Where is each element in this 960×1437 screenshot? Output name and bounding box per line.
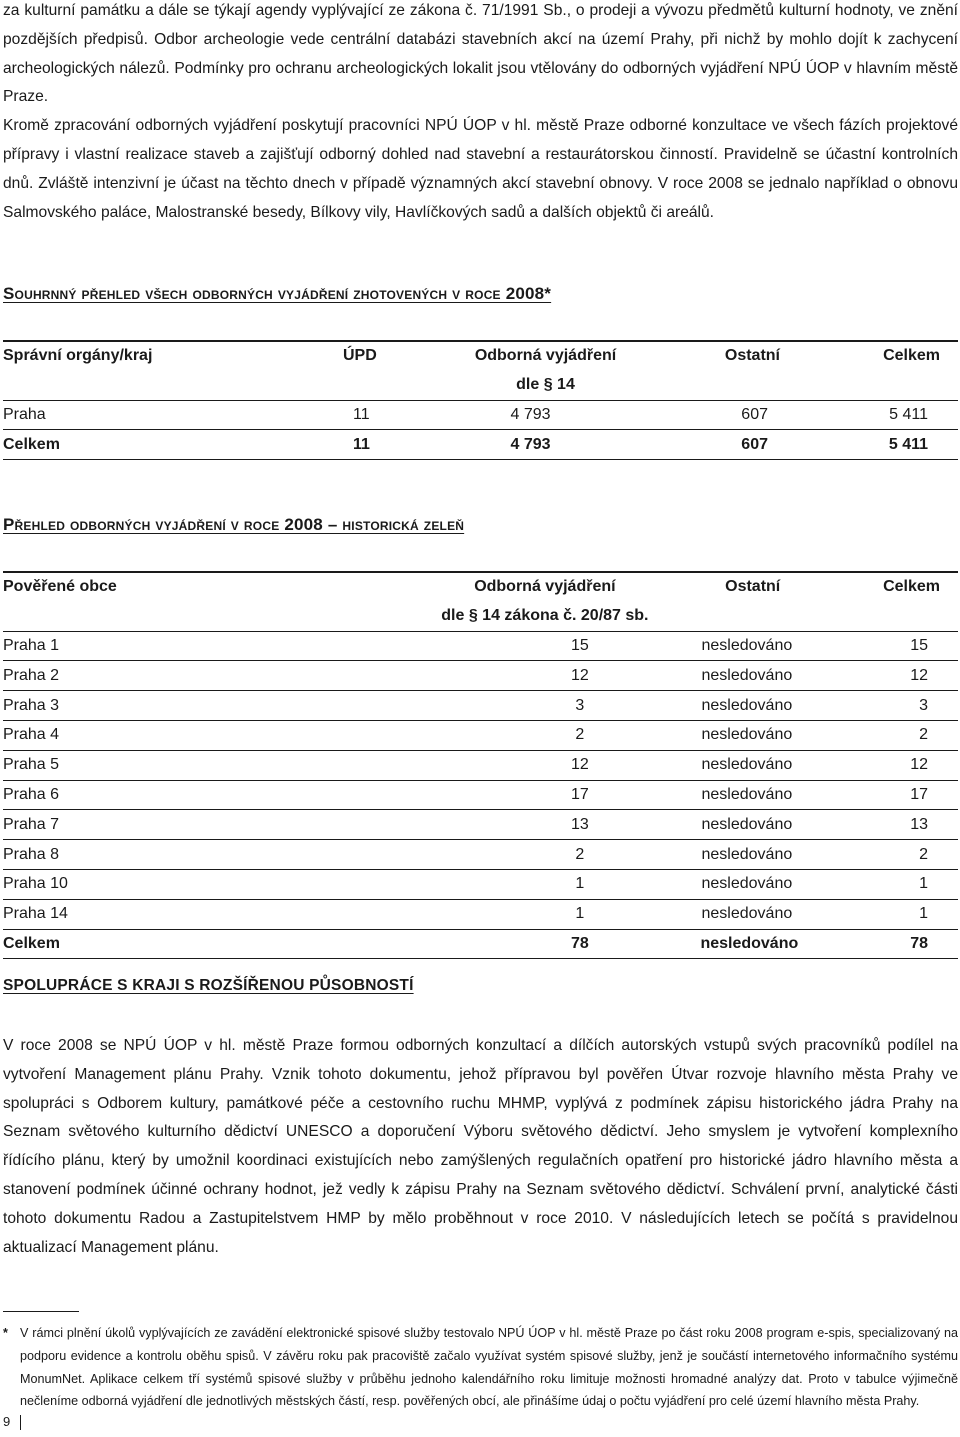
green-row-ostatni: nesledováno <box>649 780 829 810</box>
table-row <box>3 750 958 780</box>
green-row-name: Praha 6 <box>3 780 441 810</box>
intro-paragraph-2: Kromě zpracování odborných vyjádření poskytují pracovníci NPÚ ÚOP v hl. městě Praze odborné konzultace ve všech fázích projektové přípravy i vlastní realizace staveb a zajišťují odborný dohled nad stavební a restaurátorskou činností. Pravidelně se účastní kontrolních dnů. Zvláště intenzivní je účast na těchto dnech v případě významných akcí stavební obnovy. V roce 2008 se jednalo například o obnovu Salmovského paláce, Malostranské besedy, Bílkovy vily, Havlíčkových sadů a dalších objektů či areálů. <box>3 117 958 221</box>
page-number <box>3 1414 21 1430</box>
green-row-name: Praha 3 <box>3 691 441 721</box>
green-row-ov: 15 <box>441 631 648 661</box>
summary-col-sub: dle § 14 <box>443 371 648 400</box>
table-row <box>3 691 958 721</box>
green-row-name: Praha 7 <box>3 810 441 840</box>
intro-paragraph-1: za kulturní památku a dále se týkají agendy vyplývající ze zákona č. 71/1991 Sb., o prodeji a vývozu předmětů kulturní hodnoty, ve znění pozdějších předpisů. Odbor archeologie vede centrální databázi stavebních akcí na území Prahy, při nichž by mohlo dojít k zachycení archeologických nálezů. Podmínky pro ochranu archeologických lokalit jsou vtělovány do odborných vyjádření NPÚ ÚOP v hlavním městě Praze. <box>3 2 958 106</box>
green-table <box>3 571 958 959</box>
summary-col-upd: ÚPD <box>303 341 443 371</box>
green-row-ov: 3 <box>441 691 648 721</box>
table-row <box>3 840 958 870</box>
green-row-ostatni: nesledováno <box>649 691 829 721</box>
green-subheader-row <box>3 602 958 631</box>
green-row-ov: 1 <box>441 869 648 899</box>
green-heading: Přehled odborných vyjádření v roce 2008 – historická zeleň <box>3 515 465 534</box>
table-row <box>3 810 958 840</box>
green-row-celkem: 15 <box>828 631 958 661</box>
summary-heading: Souhrnný přehled všech odborných vyjádření zhotovených v roce 2008* <box>3 284 552 303</box>
summary-table-wrap <box>3 340 958 460</box>
summary-row-name: Praha <box>3 400 303 430</box>
green-col-sub: dle § 14 zákona č. 20/87 sb. <box>441 602 648 631</box>
summary-subheader-row <box>3 371 958 400</box>
green-row-ov: 1 <box>441 899 648 929</box>
green-header-row <box>3 572 958 602</box>
green-row-celkem: 3 <box>828 691 958 721</box>
green-row-ostatni: nesledováno <box>649 750 829 780</box>
cooperation-section <box>3 977 958 995</box>
page-number-divider <box>20 1415 21 1430</box>
summary-row-celkem: 5 411 <box>828 400 958 430</box>
table-row <box>3 899 958 929</box>
green-row-celkem: 1 <box>828 899 958 929</box>
summary-total-row <box>3 430 958 460</box>
footnote-marker: * <box>3 1326 8 1340</box>
summary-col-ostatni: Ostatní <box>648 341 828 371</box>
green-col-ov: Odborná vyjádření <box>441 572 648 602</box>
summary-col-name: Správní orgány/kraj <box>3 341 303 371</box>
green-row-ostatni: nesledováno <box>649 720 829 750</box>
summary-table <box>3 340 958 460</box>
table-row <box>3 631 958 661</box>
green-row-ov: 2 <box>441 720 648 750</box>
summary-row-ostatni: 607 <box>648 400 828 430</box>
green-total-ov: 78 <box>441 929 648 959</box>
summary-total-ostatni: 607 <box>648 430 828 460</box>
cooperation-heading: SPOLUPRÁCE S KRAJI S ROZŠÍŘENOU PŮSOBNOSTÍ <box>3 977 414 994</box>
green-row-name: Praha 2 <box>3 661 441 691</box>
green-row-ov: 13 <box>441 810 648 840</box>
green-row-ostatni: nesledováno <box>649 631 829 661</box>
page-number-value: 9 <box>3 1414 11 1429</box>
table-row <box>3 400 958 430</box>
summary-total-name: Celkem <box>3 430 303 460</box>
green-row-celkem: 17 <box>828 780 958 810</box>
summary-total-upd: 11 <box>303 430 443 460</box>
cooperation-body <box>3 1032 958 1262</box>
summary-total-celkem: 5 411 <box>828 430 958 460</box>
green-row-name: Praha 1 <box>3 631 441 661</box>
summary-total-ov: 4 793 <box>443 430 648 460</box>
summary-section <box>3 284 958 304</box>
green-row-celkem: 2 <box>828 720 958 750</box>
green-total-name: Celkem <box>3 929 441 959</box>
table-row <box>3 661 958 691</box>
green-col-name: Pověřené obce <box>3 572 441 602</box>
cooperation-paragraph: V roce 2008 se NPÚ ÚOP v hl. městě Praze formou odborných konzultací a dílčích autorských vstupů svých pracovníků podílel na vytvoření Management plánu Prahy. Vznik tohoto dokumentu, jehož přípravou byl pověřen Útvar rozvoje hlavního města Prahy ve spolupráci s Odborem kultury, památkové péče a cestovního ruchu MHMP, vyplývá z podmínek zápisu historického jádra Prahy na Seznam světového kulturního dědictví UNESCO a doporučení Výboru světového dědictví. Jeho smyslem je vytvoření komplexního řídícího plánu, který by umožnil koordinaci existujících nebo zamýšlených regulačních opatření pro historické jádro hlavního města a stanovení podmínek účinné ochrany hodnot, jež vedly k zápisu Prahy na Seznam světového dědictví. Schválení první, analytické části tohoto dokumentu Radou a Zastupitelstvem HMP by mělo proběhnout v roce 2010. V následujících letech se počítá s pravidelnou aktualizací Management plánu. <box>3 1037 958 1256</box>
green-row-ostatni: nesledováno <box>649 869 829 899</box>
green-row-celkem: 13 <box>828 810 958 840</box>
green-total-row <box>3 929 958 959</box>
green-col-ostatni: Ostatní <box>649 572 829 602</box>
green-row-ostatni: nesledováno <box>649 810 829 840</box>
green-section <box>3 515 958 535</box>
green-row-ostatni: nesledováno <box>649 899 829 929</box>
footnote-rule <box>3 1311 79 1312</box>
green-row-name: Praha 4 <box>3 720 441 750</box>
summary-header-row <box>3 341 958 371</box>
green-row-ov: 12 <box>441 661 648 691</box>
green-total-celkem: 78 <box>828 929 958 959</box>
green-row-name: Praha 14 <box>3 899 441 929</box>
footnote-text: V rámci plnění úkolů vyplývajících ze zavádění elektronické spisové služby testovalo NPÚ ÚOP v hl. městě Praze po část roku 2008 program e-spis, specializovaný na podporu evidence a kontrolu oběhu spisů. V závěru roku pak pracoviště začalo využívat systém spisové služby, jenž je součástí internetového informačního systému MonumNet. Aplikace celkem tří systémů spisové služby v průběhu jednoho kalendářního roku limituje možnosti hromadné analýzy dat. Proto v tabulce výjimečně nečleníme odborná vyjádření dle jednotlivých městských částí, resp. pověřených obcí, ale přinášíme údaj o počtu vyjádření pro celé území hlavního města Prahy. <box>20 1326 958 1409</box>
green-row-name: Praha 8 <box>3 840 441 870</box>
summary-col-celkem: Celkem <box>828 341 958 371</box>
green-row-celkem: 2 <box>828 840 958 870</box>
table-row <box>3 780 958 810</box>
green-row-ostatni: nesledováno <box>649 661 829 691</box>
green-row-celkem: 1 <box>828 869 958 899</box>
green-row-celkem: 12 <box>828 750 958 780</box>
green-row-ov: 12 <box>441 750 648 780</box>
green-col-celkem: Celkem <box>828 572 958 602</box>
green-row-name: Praha 10 <box>3 869 441 899</box>
summary-row-ov: 4 793 <box>443 400 648 430</box>
green-row-ov: 2 <box>441 840 648 870</box>
green-row-name: Praha 5 <box>3 750 441 780</box>
green-row-celkem: 12 <box>828 661 958 691</box>
intro-section <box>3 0 958 227</box>
green-row-ostatni: nesledováno <box>649 840 829 870</box>
footnote <box>3 1322 958 1413</box>
table-row <box>3 869 958 899</box>
summary-col-ov: Odborná vyjádření <box>443 341 648 371</box>
green-table-wrap <box>3 571 958 959</box>
green-total-ostatni: nesledováno <box>649 929 829 959</box>
summary-row-upd: 11 <box>303 400 443 430</box>
table-row <box>3 720 958 750</box>
green-row-ov: 17 <box>441 780 648 810</box>
